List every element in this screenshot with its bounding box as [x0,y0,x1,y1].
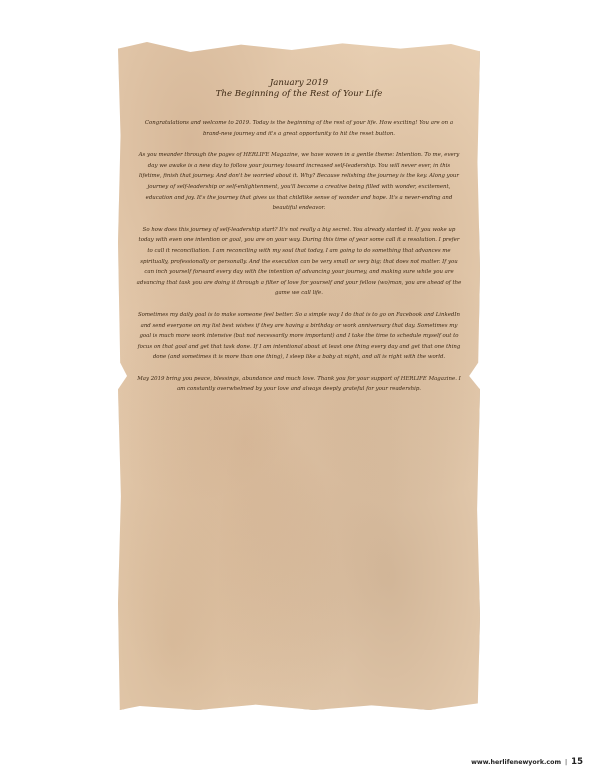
paragraph-2: As you meander through the pages of HERLIFE Magazine, we have woven in a gentle theme: Intention. To me, every day we awake is a new day to follow your journey toward increased self-leadership. You will never ever, in this lifetime, finish that journey. And don't be worried about it. Why? Because relishing the journey is the key. Along your journey of self-leadership or self-enlightenment, you'll become a creative being filled with wonder, excitement, education and joy. It's the journey that gives us that childlike sense of wonder and hope. It's a never-ending and beautiful endeavor. [138,152,460,212]
article-header [136,78,462,100]
article-date: January 2019 [269,78,329,88]
article-body [136,78,462,406]
paragraph-4: Sometimes my daily goal is to make someone feel better. So a simple way I do that is to go on Facebook and LinkedIn and send everyone on my list best wishes if they are having a birthday or work anniversary that day. Sometimes my goal is much more work intensive (but not necessarily more important) and I take the time to schedule myself out to focus on that goal and get that task done. If I am intentional about at least one thing every day and get that one thing done (and sometimes it is more than one thing), I sleep like a baby at night, and all is right with the world. [137,311,461,361]
footer-url[interactable]: www.herlifenewyork.com [471,759,562,766]
page-footer [471,757,583,767]
paragraph-3: So how does this journey of self-leadership start? It's not really a big secret. You already started it. If you woke up today with even one intention or goal, you are on your way. During this time of year some call it a resolution. I prefer to call it reconciliation. I am reconciling with my soul that today, I am going to do something that advances me spiritually, professionally or personally. And the execution can be very small or very big; that does not matter. If you can inch yourself forward every day with the intention of advancing your journey, and making sure while you are advancing that task you are doing it through a filter of love for yourself and your fellow (wo)man, you are ahead of the game we call life. [136,226,462,297]
paragraph-1: Congratulations and welcome to 2019. Today is the beginning of the rest of your life. How exciting! You are on a brand-new journey and it's a great opportunity to hit the reset button. [144,120,454,137]
article-title: The Beginning of the Rest of Your Life [215,89,383,99]
paragraph-5: May 2019 bring you peace, blessings, abundance and much love. Thank you for your support of HERLIFE Magazine. I am constantly overwhelmed by your love and always deeply grateful for your readership. [137,375,461,393]
page-number: 15 [571,757,583,767]
footer-separator: | [565,759,568,766]
